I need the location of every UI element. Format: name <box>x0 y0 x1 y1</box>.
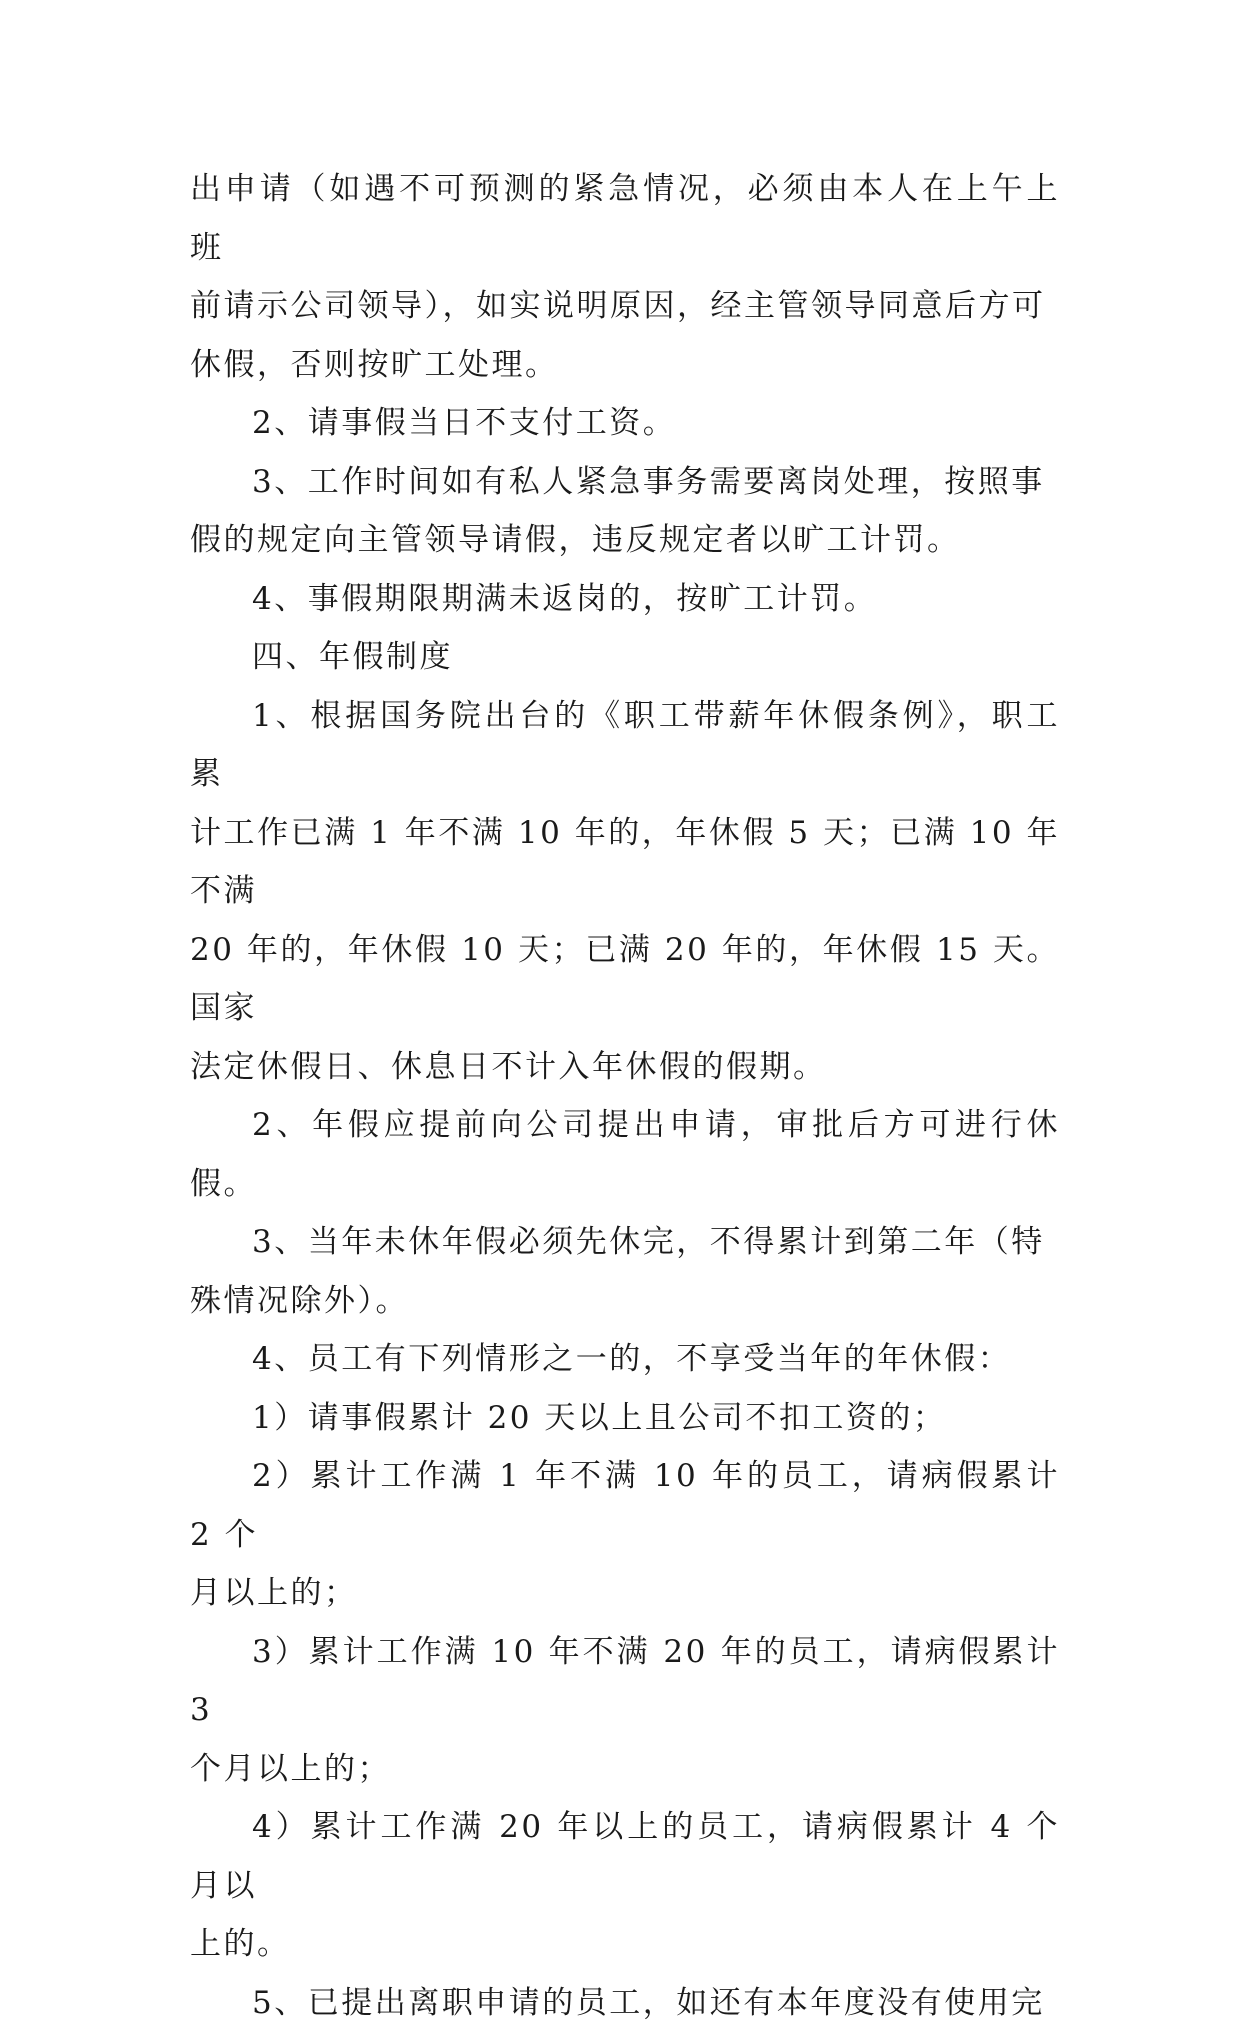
paragraph-line: 四、年假制度 <box>190 628 1060 687</box>
paragraph-line: 1）请事假累计 20 天以上且公司不扣工资的； <box>190 1389 1060 1448</box>
paragraph-line: 4）累计工作满 20 年以上的员工，请病假累计 4 个月以 <box>190 1798 1060 1915</box>
paragraph-line: 上的。 <box>190 1915 1060 1974</box>
paragraph-line: 出申请（如遇不可预测的紧急情况，必须由本人在上午上班 <box>190 160 1060 277</box>
paragraph-line: 3）累计工作满 10 年不满 20 年的员工，请病假累计 3 <box>190 1623 1060 1740</box>
paragraph-line: 月以上的； <box>190 1564 1060 1623</box>
paragraph-line: 计工作已满 1 年不满 10 年的，年休假 5 天；已满 10 年不满 <box>190 804 1060 921</box>
paragraph-line: 3、工作时间如有私人紧急事务需要离岗处理，按照事 <box>190 453 1060 512</box>
paragraph-line: 前请示公司领导），如实说明原因，经主管领导同意后方可 <box>190 277 1060 336</box>
paragraph-line: 20 年的，年休假 10 天；已满 20 年的，年休假 15 天。国家 <box>190 921 1060 1038</box>
paragraph-line: 5、已提出离职申请的员工，如还有本年度没有使用完 <box>190 1974 1060 2032</box>
paragraph-line: 4、员工有下列情形之一的，不享受当年的年休假： <box>190 1330 1060 1389</box>
paragraph-line: 2、请事假当日不支付工资。 <box>190 394 1060 453</box>
paragraph-line: 假的规定向主管领导请假，违反规定者以旷工计罚。 <box>190 511 1060 570</box>
paragraph-line: 法定休假日、休息日不计入年休假的假期。 <box>190 1038 1060 1097</box>
paragraph-line: 2）累计工作满 1 年不满 10 年的员工，请病假累计 2 个 <box>190 1447 1060 1564</box>
paragraph-line: 4、事假期限期满未返岗的，按旷工计罚。 <box>190 570 1060 629</box>
paragraph-line: 3、当年未休年假必须先休完，不得累计到第二年（特 <box>190 1213 1060 1272</box>
paragraph-line: 2、年假应提前向公司提出申请，审批后方可进行休假。 <box>190 1096 1060 1213</box>
paragraph-line: 殊情况除外）。 <box>190 1272 1060 1331</box>
paragraph-line: 1、根据国务院出台的《职工带薪年休假条例》，职工累 <box>190 687 1060 804</box>
paragraph-line: 休假，否则按旷工处理。 <box>190 336 1060 395</box>
document-body <box>190 160 1060 2032</box>
paragraph-line: 个月以上的； <box>190 1740 1060 1799</box>
